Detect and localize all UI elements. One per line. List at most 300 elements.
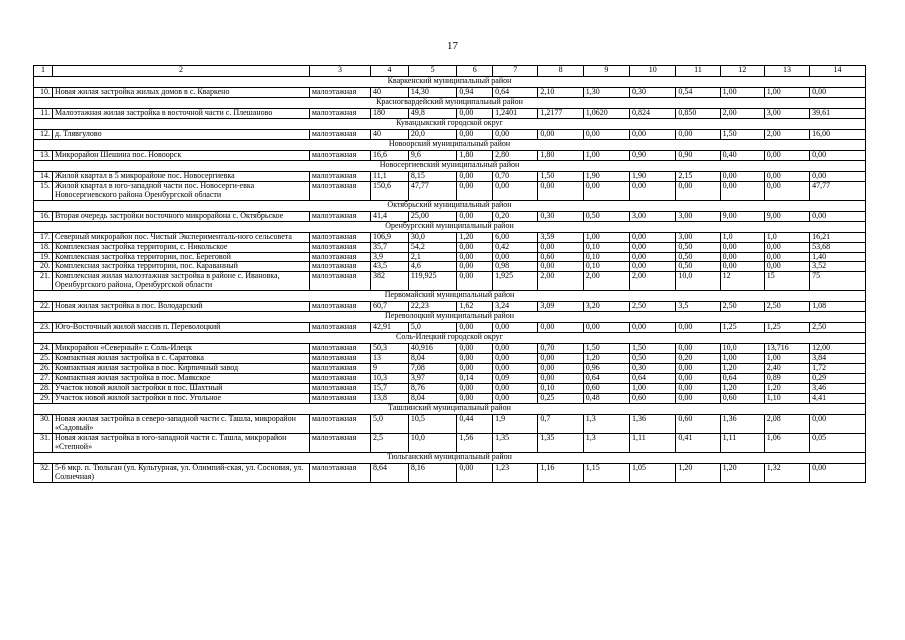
value-cell: 3,00 xyxy=(676,232,720,242)
value-cell: 10,5 xyxy=(408,414,456,433)
value-cell: 42,91 xyxy=(371,323,409,333)
value-cell: 0,64 xyxy=(630,374,676,384)
value-cell: 3,09 xyxy=(538,302,583,312)
value-cell: 2,00 xyxy=(630,272,676,291)
value-cell: 11,1 xyxy=(371,171,409,181)
value-cell: 16,21 xyxy=(810,232,866,242)
value-cell: 0,00 xyxy=(457,463,493,482)
value-cell: 75 xyxy=(810,272,866,291)
value-cell: 1,50 xyxy=(538,171,583,181)
value-cell: 2,00 xyxy=(538,272,583,291)
table-row xyxy=(34,171,866,181)
value-cell: 1,15 xyxy=(583,463,629,482)
table-row xyxy=(34,252,866,262)
value-cell: 0,00 xyxy=(493,252,538,262)
value-cell: 9,00 xyxy=(720,211,764,221)
value-cell: 0,00 xyxy=(720,262,764,272)
value-cell: 1,80 xyxy=(538,150,583,160)
value-cell: 0,00 xyxy=(538,364,583,374)
value-cell: 3,00 xyxy=(676,211,720,221)
value-cell: 0,00 xyxy=(583,323,629,333)
object-name: Жилой квартал в 5 микрорайоне пос. Новосергиевка xyxy=(52,171,309,181)
object-name: Комплексная застройка территории, пос. Караванный xyxy=(52,262,309,272)
building-type: малоэтажная xyxy=(309,374,370,384)
value-cell: 0,7 xyxy=(538,414,583,433)
value-cell: 0,50 xyxy=(630,354,676,364)
object-name: Новая жилая застройка жилых домов в с. Кваркено xyxy=(52,88,309,98)
value-cell: 5,0 xyxy=(408,323,456,333)
value-cell: 3,00 xyxy=(630,211,676,221)
value-cell: 8,04 xyxy=(408,354,456,364)
value-cell: 9 xyxy=(371,364,409,374)
header-cell: 11 xyxy=(676,66,720,77)
value-cell: 10,0 xyxy=(720,344,764,354)
building-type: малоэтажная xyxy=(309,384,370,394)
value-cell: 0,00 xyxy=(457,108,493,118)
value-cell: 0,41 xyxy=(676,433,720,452)
value-cell: 0,60 xyxy=(676,414,720,433)
value-cell: 1,3 xyxy=(583,433,629,452)
value-cell: 0,00 xyxy=(764,262,809,272)
section-row xyxy=(34,139,866,150)
row-number: 25. xyxy=(34,354,53,364)
building-type: малоэтажная xyxy=(309,272,370,291)
building-type: малоэтажная xyxy=(309,129,370,139)
value-cell: 0,00 xyxy=(538,129,583,139)
value-cell: 1,35 xyxy=(493,433,538,452)
value-cell: 3,20 xyxy=(583,302,629,312)
value-cell: 1,3 xyxy=(583,414,629,433)
value-cell: 0,90 xyxy=(676,150,720,160)
value-cell: 35,7 xyxy=(371,242,409,252)
section-row xyxy=(34,200,866,211)
header-cell: 4 xyxy=(371,66,409,77)
value-cell: 13,8 xyxy=(371,394,409,404)
page-number: 17 xyxy=(447,40,458,52)
value-cell: 0,94 xyxy=(457,88,493,98)
value-cell: 0,10 xyxy=(583,242,629,252)
section-title: Кувандыкский городской округ xyxy=(34,118,866,129)
header-cell: 13 xyxy=(764,66,809,77)
table-row xyxy=(34,211,866,221)
value-cell: 0,00 xyxy=(676,394,720,404)
building-type: малоэтажная xyxy=(309,88,370,98)
value-cell: 40 xyxy=(371,129,409,139)
section-row xyxy=(34,160,866,171)
value-cell: 8,15 xyxy=(408,171,456,181)
building-type: малоэтажная xyxy=(309,344,370,354)
value-cell: 1,0 xyxy=(720,232,764,242)
value-cell: 0,00 xyxy=(457,252,493,262)
value-cell: 0,54 xyxy=(676,88,720,98)
value-cell: 4,41 xyxy=(810,394,866,404)
building-type: малоэтажная xyxy=(309,433,370,452)
value-cell: 2,15 xyxy=(676,171,720,181)
value-cell: 3,5 xyxy=(676,302,720,312)
value-cell: 0,00 xyxy=(764,150,809,160)
value-cell: 0,00 xyxy=(583,181,629,200)
value-cell: 0,00 xyxy=(720,252,764,262)
value-cell: 41,4 xyxy=(371,211,409,221)
value-cell: 0,00 xyxy=(457,344,493,354)
value-cell: 0,00 xyxy=(538,354,583,364)
value-cell: 0,00 xyxy=(457,211,493,221)
value-cell: 0,00 xyxy=(457,323,493,333)
value-cell: 0,00 xyxy=(720,181,764,200)
object-name: Компактная жилая застройка в пос. Кирпичный завод xyxy=(52,364,309,374)
value-cell: 1,9 xyxy=(493,414,538,433)
value-cell: 0,00 xyxy=(720,171,764,181)
value-cell: 0,20 xyxy=(493,211,538,221)
value-cell: 12 xyxy=(720,272,764,291)
value-cell: 1,00 xyxy=(583,232,629,242)
value-cell: 0,50 xyxy=(676,262,720,272)
value-cell: 0,00 xyxy=(676,129,720,139)
value-cell: 0,00 xyxy=(764,171,809,181)
value-cell: 0,00 xyxy=(457,364,493,374)
table-row xyxy=(34,129,866,139)
object-name: Юго-Восточный жилой массив п. Переволоцкий xyxy=(52,323,309,333)
row-number: 19. xyxy=(34,252,53,262)
value-cell: 1,06 xyxy=(764,433,809,452)
value-cell: 1,08 xyxy=(810,302,866,312)
section-title: Первомайский муниципальный район xyxy=(34,291,866,302)
value-cell: 50,3 xyxy=(371,344,409,354)
building-type: малоэтажная xyxy=(309,364,370,374)
value-cell: 0,00 xyxy=(457,394,493,404)
value-cell: 0,30 xyxy=(538,211,583,221)
object-name: Участок новой жилой застройки в пос. Шахтный xyxy=(52,384,309,394)
table-row xyxy=(34,232,866,242)
building-type: малоэтажная xyxy=(309,181,370,200)
value-cell: 0,40 xyxy=(720,150,764,160)
section-title: Новосергиевский муниципальный район xyxy=(34,160,866,171)
value-cell: 0,00 xyxy=(764,242,809,252)
value-cell: 9,6 xyxy=(408,150,456,160)
value-cell: 1,25 xyxy=(764,323,809,333)
value-cell: 8,64 xyxy=(371,463,409,482)
value-cell: 0,10 xyxy=(538,384,583,394)
value-cell: 7,08 xyxy=(408,364,456,374)
object-name: Жилой квартал в юго-западной части пос. Новосерги-евка Новосергиевского района Оренбургской области xyxy=(52,181,309,200)
value-cell: 8,04 xyxy=(408,394,456,404)
value-cell: 1,925 xyxy=(493,272,538,291)
header-cell: 1 xyxy=(34,66,53,77)
value-cell: 1,11 xyxy=(630,433,676,452)
value-cell: 382 xyxy=(371,272,409,291)
table-row xyxy=(34,262,866,272)
header-cell: 7 xyxy=(493,66,538,77)
value-cell: 1,20 xyxy=(720,364,764,374)
value-cell: 0,00 xyxy=(676,364,720,374)
table-row xyxy=(34,463,866,482)
value-cell: 0,89 xyxy=(764,374,809,384)
row-number: 28. xyxy=(34,384,53,394)
section-title: Новоорский муниципальный район xyxy=(34,139,866,150)
value-cell: 10,0 xyxy=(408,433,456,452)
value-cell: 0,96 xyxy=(583,364,629,374)
value-cell: 0,00 xyxy=(676,344,720,354)
value-cell: 3,9 xyxy=(371,252,409,262)
value-cell: 1,80 xyxy=(457,150,493,160)
value-cell: 3,84 xyxy=(810,354,866,364)
value-cell: 0,60 xyxy=(630,394,676,404)
value-cell: 0,05 xyxy=(810,433,866,452)
row-number: 26. xyxy=(34,364,53,374)
value-cell: 0,30 xyxy=(630,364,676,374)
value-cell: 0,00 xyxy=(810,414,866,433)
value-cell: 15,7 xyxy=(371,384,409,394)
value-cell: 0,00 xyxy=(630,232,676,242)
value-cell: 0,60 xyxy=(583,384,629,394)
value-cell: 1,11 xyxy=(720,433,764,452)
value-cell: 0,824 xyxy=(630,108,676,118)
value-cell: 0,60 xyxy=(720,394,764,404)
value-cell: 1,36 xyxy=(630,414,676,433)
value-cell: 1,00 xyxy=(764,88,809,98)
value-cell: 106,9 xyxy=(371,232,409,242)
section-row xyxy=(34,403,866,414)
value-cell: 8,16 xyxy=(408,463,456,482)
value-cell: 0,64 xyxy=(720,374,764,384)
value-cell: 0,60 xyxy=(538,252,583,262)
value-cell: 25,00 xyxy=(408,211,456,221)
value-cell: 1,20 xyxy=(720,463,764,482)
value-cell: 15 xyxy=(764,272,809,291)
value-cell: 54,2 xyxy=(408,242,456,252)
value-cell: 4,6 xyxy=(408,262,456,272)
value-cell: 3,46 xyxy=(810,384,866,394)
value-cell: 3,52 xyxy=(810,262,866,272)
value-cell: 0,00 xyxy=(764,252,809,262)
building-type: малоэтажная xyxy=(309,108,370,118)
value-cell: 0,10 xyxy=(583,252,629,262)
value-cell: 0,00 xyxy=(457,354,493,364)
value-cell: 1,36 xyxy=(720,414,764,433)
value-cell: 1,90 xyxy=(583,171,629,181)
value-cell: 2,40 xyxy=(764,364,809,374)
value-cell: 13,716 xyxy=(764,344,809,354)
value-cell: 3,59 xyxy=(538,232,583,242)
header-cell: 3 xyxy=(309,66,370,77)
value-cell: 10,0 xyxy=(676,272,720,291)
section-title: Кваркенский муниципальный район xyxy=(34,77,866,88)
value-cell: 1,72 xyxy=(810,364,866,374)
header-cell: 14 xyxy=(810,66,866,77)
value-cell: 0,00 xyxy=(810,211,866,221)
building-type: малоэтажная xyxy=(309,242,370,252)
header-cell: 10 xyxy=(630,66,676,77)
table-row xyxy=(34,354,866,364)
building-type: малоэтажная xyxy=(309,354,370,364)
object-name: Новая жилая застройка в пос. Володарский xyxy=(52,302,309,312)
building-type: малоэтажная xyxy=(309,463,370,482)
table-row xyxy=(34,414,866,433)
value-cell: 0,00 xyxy=(457,262,493,272)
value-cell: 1,0 xyxy=(764,232,809,242)
value-cell: 5,0 xyxy=(371,414,409,433)
object-name: Комплексная застройка территории, с. Никольское xyxy=(52,242,309,252)
table-row xyxy=(34,108,866,118)
value-cell: 0,850 xyxy=(676,108,720,118)
section-title: Тюльганский муниципальный район xyxy=(34,452,866,463)
header-cell: 5 xyxy=(408,66,456,77)
value-cell: 2,10 xyxy=(538,88,583,98)
value-cell: 0,00 xyxy=(630,129,676,139)
table-row xyxy=(34,88,866,98)
value-cell: 0,00 xyxy=(630,262,676,272)
object-name: Новая жилая застройка в северо-западной части с. Ташла, микрорайон «Садовый» xyxy=(52,414,309,433)
value-cell: 2,50 xyxy=(764,302,809,312)
value-cell: 0,00 xyxy=(810,463,866,482)
value-cell: 0,00 xyxy=(493,181,538,200)
object-name: Северный микрорайон пос. Чистый Эксперименталь-ного сельсовета xyxy=(52,232,309,242)
value-cell: 0,25 xyxy=(538,394,583,404)
value-cell: 2,50 xyxy=(810,323,866,333)
object-name: Малоэтажная жилая застройка в восточной части с. Плешаново xyxy=(52,108,309,118)
value-cell: 0,00 xyxy=(676,181,720,200)
value-cell: 180 xyxy=(371,108,409,118)
row-number: 15. xyxy=(34,181,53,200)
value-cell: 0,00 xyxy=(720,242,764,252)
value-cell: 1,20 xyxy=(676,463,720,482)
value-cell: 0,70 xyxy=(538,344,583,354)
row-number: 16. xyxy=(34,211,53,221)
row-number: 31. xyxy=(34,433,53,452)
table-row xyxy=(34,181,866,200)
building-type: малоэтажная xyxy=(309,323,370,333)
data-table xyxy=(33,65,866,483)
section-title: Оренбургский муниципальный район xyxy=(34,221,866,232)
building-type: малоэтажная xyxy=(309,171,370,181)
value-cell: 0,00 xyxy=(810,88,866,98)
row-number: 22. xyxy=(34,302,53,312)
value-cell: 2,50 xyxy=(630,302,676,312)
value-cell: 0,00 xyxy=(457,171,493,181)
section-title: Октябрьский муниципальный район xyxy=(34,200,866,211)
value-cell: 2,1 xyxy=(408,252,456,262)
value-cell: 0,42 xyxy=(493,242,538,252)
value-cell: 1,16 xyxy=(538,463,583,482)
row-number: 17. xyxy=(34,232,53,242)
object-name: Комплексная жилая малоэтажная застройка в районе с. Ивановка, Оренбургского района, Оренбургской области xyxy=(52,272,309,291)
value-cell: 1,2401 xyxy=(493,108,538,118)
value-cell: 0,00 xyxy=(493,323,538,333)
value-cell: 2,80 xyxy=(493,150,538,160)
value-cell: 0,50 xyxy=(676,252,720,262)
value-cell: 1,50 xyxy=(630,344,676,354)
value-cell: 0,20 xyxy=(676,354,720,364)
row-number: 13. xyxy=(34,150,53,160)
value-cell: 2,08 xyxy=(764,414,809,433)
value-cell: 0,90 xyxy=(630,150,676,160)
value-cell: 0,00 xyxy=(538,242,583,252)
row-number: 24. xyxy=(34,344,53,354)
value-cell: 0,00 xyxy=(810,171,866,181)
value-cell: 0,00 xyxy=(457,272,493,291)
value-cell: 0,00 xyxy=(457,384,493,394)
value-cell: 3,24 xyxy=(493,302,538,312)
row-number: 10. xyxy=(34,88,53,98)
header-cell: 12 xyxy=(720,66,764,77)
value-cell: 1,20 xyxy=(583,354,629,364)
row-number: 30. xyxy=(34,414,53,433)
section-title: Ташлинский муниципальный район xyxy=(34,403,866,414)
table-row xyxy=(34,364,866,374)
building-type: малоэтажная xyxy=(309,302,370,312)
object-name: Участок новой жилой застройки в пос. Угольное xyxy=(52,394,309,404)
row-number: 12. xyxy=(34,129,53,139)
value-cell: 1,23 xyxy=(493,463,538,482)
value-cell: 9,00 xyxy=(764,211,809,221)
value-cell: 1,00 xyxy=(764,354,809,364)
value-cell: 1,10 xyxy=(764,394,809,404)
value-cell: 1,20 xyxy=(720,384,764,394)
section-title: Красногвардейский муниципальный район xyxy=(34,97,866,108)
value-cell: 0,64 xyxy=(583,374,629,384)
table-row xyxy=(34,433,866,452)
value-cell: 49,8 xyxy=(408,108,456,118)
value-cell: 0,00 xyxy=(493,384,538,394)
value-cell: 0,98 xyxy=(493,262,538,272)
object-name: Микрорайон «Северный» г. Соль-Илецк xyxy=(52,344,309,354)
value-cell: 0,70 xyxy=(493,171,538,181)
value-cell: 0,44 xyxy=(457,414,493,433)
value-cell: 8,76 xyxy=(408,384,456,394)
value-cell: 2,5 xyxy=(371,433,409,452)
value-cell: 47,77 xyxy=(408,181,456,200)
building-type: малоэтажная xyxy=(309,232,370,242)
value-cell: 0,10 xyxy=(583,262,629,272)
object-name: Компактная жилая застройка в с. Саратовка xyxy=(52,354,309,364)
value-cell: 39,61 xyxy=(810,108,866,118)
value-cell: 1,40 xyxy=(810,252,866,262)
value-cell: 13 xyxy=(371,354,409,364)
value-cell: 0,00 xyxy=(538,181,583,200)
table-row xyxy=(34,344,866,354)
header-cell: 9 xyxy=(583,66,629,77)
value-cell: 1,32 xyxy=(764,463,809,482)
value-cell: 0,29 xyxy=(810,374,866,384)
value-cell: 0,00 xyxy=(493,344,538,354)
value-cell: 12,00 xyxy=(810,344,866,354)
value-cell: 0,48 xyxy=(583,394,629,404)
table-row xyxy=(34,242,866,252)
row-number: 27. xyxy=(34,374,53,384)
value-cell: 119,925 xyxy=(408,272,456,291)
value-cell: 1,05 xyxy=(630,463,676,482)
row-number: 14. xyxy=(34,171,53,181)
value-cell: 1,00 xyxy=(720,88,764,98)
object-name: Компактная жилая застройка в пос. Маякское xyxy=(52,374,309,384)
value-cell: 1,20 xyxy=(457,232,493,242)
row-number: 20. xyxy=(34,262,53,272)
value-cell: 43,5 xyxy=(371,262,409,272)
value-cell: 1,56 xyxy=(457,433,493,452)
row-number: 11. xyxy=(34,108,53,118)
table-row xyxy=(34,374,866,384)
value-cell: 1,35 xyxy=(538,433,583,452)
building-type: малоэтажная xyxy=(309,150,370,160)
value-cell: 0,00 xyxy=(676,384,720,394)
value-cell: 1,30 xyxy=(583,88,629,98)
table-row xyxy=(34,323,866,333)
value-cell: 6,00 xyxy=(493,232,538,242)
row-number: 23. xyxy=(34,323,53,333)
table-row xyxy=(34,302,866,312)
header-cell: 8 xyxy=(538,66,583,77)
value-cell: 1,00 xyxy=(583,150,629,160)
